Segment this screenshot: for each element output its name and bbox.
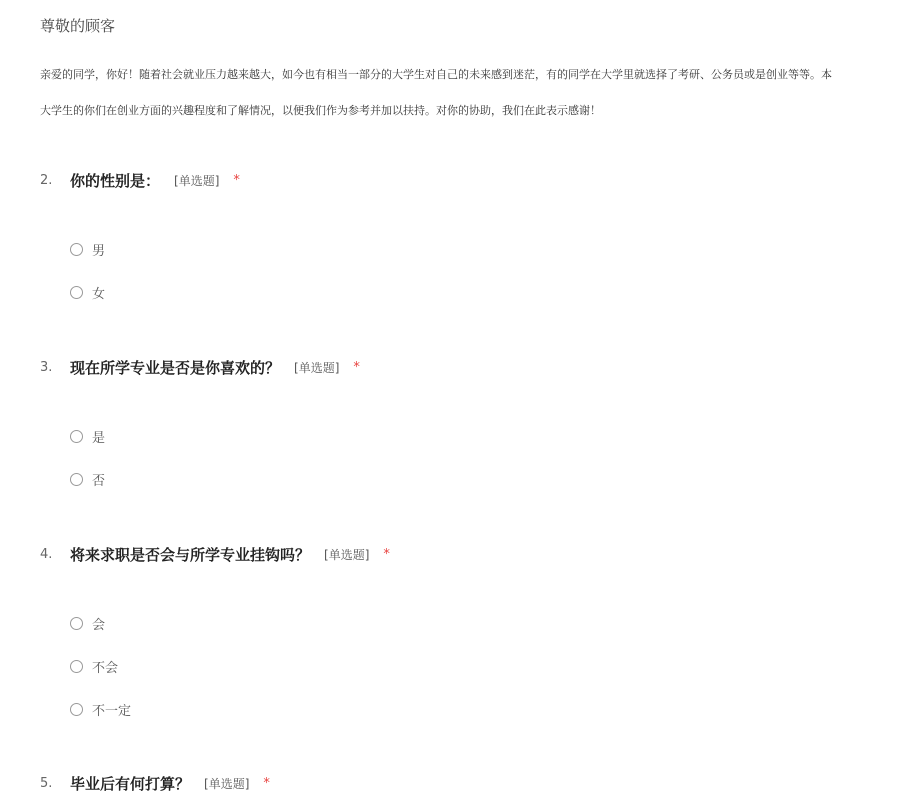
option-label: 会 bbox=[92, 617, 106, 633]
intro-line: 大学生的你们在创业方面的兴趣程度和了解情况，以便我们作为参考并加以扶持。对你的协助，我们在此表示感谢！ bbox=[40, 104, 601, 117]
option-yes[interactable] bbox=[70, 426, 105, 446]
option-not-sure[interactable] bbox=[70, 699, 131, 719]
required-mark: * bbox=[263, 775, 270, 791]
option-label: 否 bbox=[92, 473, 106, 489]
question-title: 你的性别是： bbox=[70, 171, 161, 190]
option-label: 是 bbox=[92, 430, 106, 446]
question-4 bbox=[40, 542, 880, 719]
question-number: 3. bbox=[40, 359, 53, 375]
question-header bbox=[40, 771, 880, 795]
radio-button[interactable] bbox=[70, 243, 83, 256]
radio-button[interactable] bbox=[70, 286, 83, 299]
question-header bbox=[40, 168, 880, 192]
required-mark: * bbox=[233, 172, 240, 188]
question-number: 2. bbox=[40, 172, 53, 188]
intro-line: 亲爱的同学，你好！随着社会就业压力越来越大，如今也有相当一部分的大学生对自己的未来感到迷茫，有的同学在大学里就选择了考研、公务员或是创业等等。本 bbox=[40, 68, 832, 81]
question-number: 5. bbox=[40, 775, 53, 791]
question-type-label: [单选题] bbox=[324, 547, 370, 562]
required-mark: * bbox=[383, 546, 390, 562]
question-title: 将来求职是否会与所学专业挂钩吗？ bbox=[70, 545, 311, 564]
question-header bbox=[40, 542, 880, 566]
question-title: 毕业后有何打算？ bbox=[70, 774, 191, 793]
question-type-label: [单选题] bbox=[204, 776, 250, 791]
question-5 bbox=[40, 771, 880, 795]
question-title: 现在所学专业是否是你喜欢的？ bbox=[70, 358, 281, 377]
option-label: 女 bbox=[92, 286, 106, 302]
option-female[interactable] bbox=[70, 282, 105, 302]
survey-intro bbox=[40, 57, 900, 129]
question-header bbox=[40, 355, 880, 379]
question-2 bbox=[40, 168, 880, 302]
required-mark: * bbox=[353, 359, 360, 375]
option-no[interactable] bbox=[70, 469, 105, 489]
option-will[interactable] bbox=[70, 613, 105, 633]
option-male[interactable] bbox=[70, 239, 105, 259]
option-label: 不一定 bbox=[92, 703, 132, 719]
survey-greeting: 尊敬的顾客 bbox=[40, 17, 116, 35]
option-label: 男 bbox=[92, 243, 106, 259]
radio-button[interactable] bbox=[70, 660, 83, 673]
question-type-label: [单选题] bbox=[174, 173, 220, 188]
question-3 bbox=[40, 355, 880, 489]
radio-button[interactable] bbox=[70, 703, 83, 716]
option-will-not[interactable] bbox=[70, 656, 118, 676]
question-number: 4. bbox=[40, 546, 53, 562]
radio-button[interactable] bbox=[70, 430, 83, 443]
radio-button[interactable] bbox=[70, 473, 83, 486]
radio-button[interactable] bbox=[70, 617, 83, 630]
option-label: 不会 bbox=[92, 660, 119, 676]
question-type-label: [单选题] bbox=[294, 360, 340, 375]
